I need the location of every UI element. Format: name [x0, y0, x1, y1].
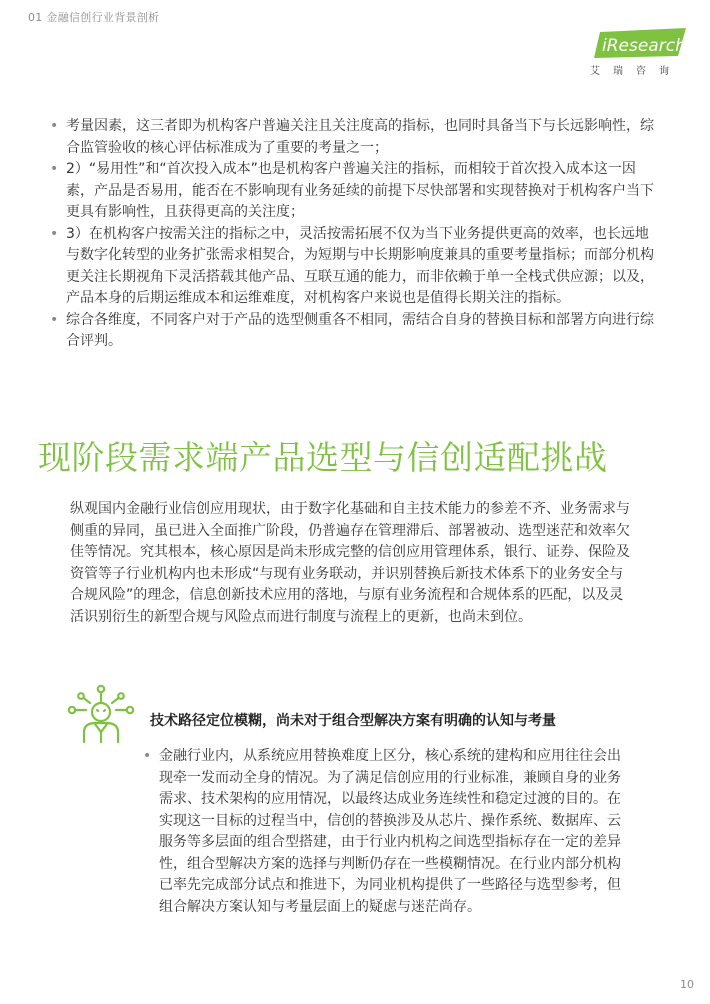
section-title: 现阶段需求端产品选型与信创适配挑战 — [38, 438, 608, 477]
header-section-label: 01 金融信创行业背景剖析 — [28, 11, 160, 24]
list-item: • 考量因素，这三者即为机构客户普遍关注且关注度高的指标，也同时具备当下与长远影响性，综合监管验收的核心评估标准成为了重要的考量之一； — [50, 116, 660, 159]
list-item: • 综合各维度，不同客户对于产品的选型侧重各不相同，需结合自身的替换目标和部署方向进行综合评判。 — [50, 310, 660, 353]
list-item: • 金融行业内，从系统应用替换难度上区分，核心系统的建构和应用往往会出现牵一发而动全身的情况。为了满足信创应用的行业标准，兼顾自身的业务需求、技术架构的应用情况，以最终达成业务连续性和稳定过渡的目的。在实现这一目标的过程当中，信创的替换涉及从芯片、操作系统、数据库、云服务等多层面的组合型搭建，由于行业内机构之间选型指标存在一定的差异性，组合型解决方案的选择与判断仍存在一些模糊情况。在行业内部分机构已率先完成部分试点和推进下，为同业机构提供了一些路径与选型参考，但组合解决方案认知与考量层面上的疑虑与迷茫尚存。 — [143, 746, 623, 918]
page-number: 10 — [680, 978, 694, 991]
list-item: • 2）“易用性”和“首次投入成本”也是机构客户普遍关注的指标，而相较于首次投入成本这一因素，产品是否易用，能否在不影响现有业务延续的前提下尽快部署和实现替换对于机构客户当下更具有影响性，且获得更高的关注度； — [50, 159, 660, 224]
person-network-icon — [64, 684, 138, 748]
challenge-bullet-list — [143, 746, 623, 918]
list-item: • 3）在机构客户按需关注的指标之中，灵活按需拓展不仅为当下业务提供更高的效率，也长远地与数字化转型的业务扩张需求相契合，为短期与中长期影响度兼具的重要考量指标；而部分机构更关注长期视角下灵活搭载其他产品、互联互通的能力，而非依赖于单一全栈式供应源；以及，产品本身的后期运维成本和运维难度，对机构客户来说也是值得长期关注的指标。 — [50, 224, 660, 310]
logo-wordmark: iResearch — [602, 36, 686, 56]
section-intro-paragraph: 纵观国内金融行业信创应用现状，由于数字化基础和自主技术能力的参差不齐、业务需求与侧重的异同，虽已进入全面推广阶段，仍普遍存在管理滞后、部署被动、选型迷茫和效率欠佳等情况。究其根本，核心原因是尚未形成完整的信创应用管理体系，银行、证券、保险及资管等子行业机构内也未形成“与现有业务联动，并识别替换后新技术体系下的业务安全与合规风险”的理念，信息创新技术应用的落地，与原有业务流程和合规体系的匹配，以及灵活识别衍生的新型合规与风险点而进行制度与流程上的更新，也尚未到位。 — [70, 501, 630, 625]
iresearch-logo-subtitle: 艾瑞咨询 — [590, 66, 682, 77]
criteria-bullet-list — [50, 116, 660, 353]
iresearch-logo-mark — [586, 26, 688, 60]
iresearch-logo — [586, 26, 688, 76]
challenge-heading: 技术路径定位模糊，尚未对于组合型解决方案有明确的认知与考量 — [150, 713, 556, 729]
